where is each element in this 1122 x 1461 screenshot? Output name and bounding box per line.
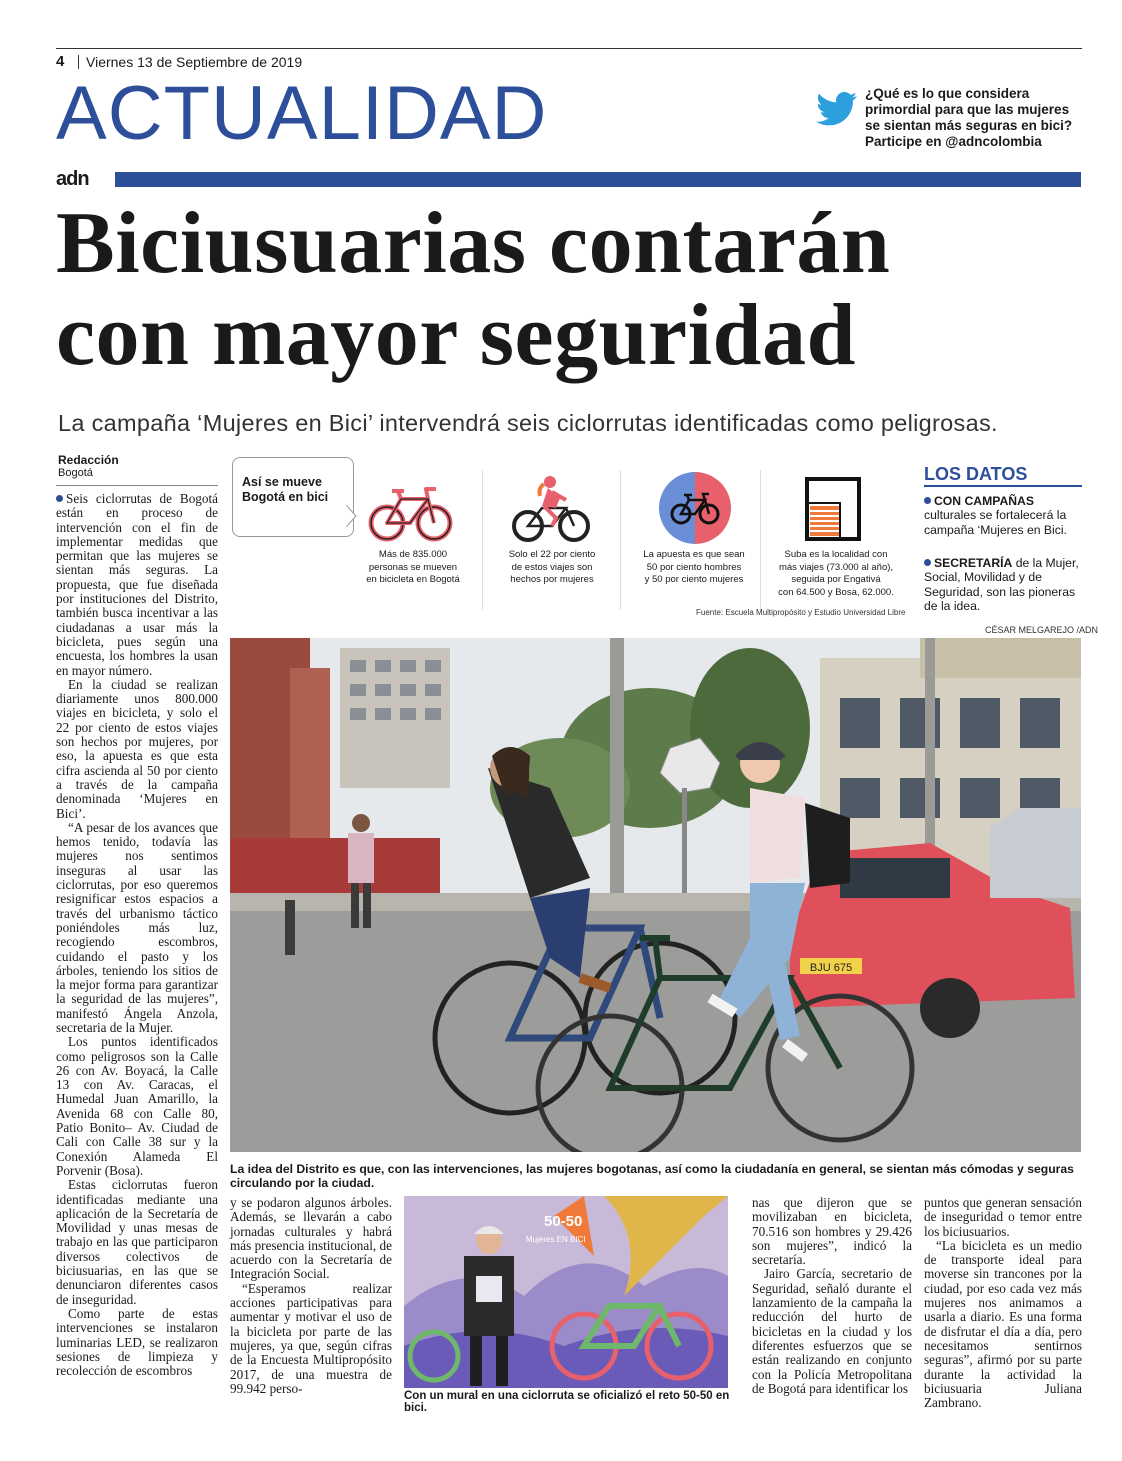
headline-line: con mayor seguridad (56, 287, 856, 384)
tweet-line: ¿Qué es lo que considera (865, 86, 1030, 101)
datos-lead: CON CAMPAÑAS (934, 494, 1034, 508)
datos-text: culturales se fortalecerá la campaña ‘Mujeres en Bici. (924, 508, 1067, 537)
paragraph: En la ciudad se realizan diariamente unos 800.000 viajes en bicicleta, y solo el 22 por ciento de estos viajes son hechos por mujeres, por eso, la apuesta es que esta cifra ascienda al 50 por ciento a través de la campaña denominada ‘Mujeres en Bici’. (56, 676, 218, 821)
infographic-caption (766, 549, 906, 599)
infographic-source: Fuente: Escuela Multipropósito y Estudio Universidad Libre (696, 608, 906, 617)
infographic-caption (358, 549, 468, 587)
mural-text: 50-50 (544, 1213, 583, 1230)
main-photo (230, 638, 1081, 1152)
photo-credit: CÉSAR MELGAREJO /ADN (985, 625, 1099, 635)
deck: La campaña ‘Mujeres en Bici’ intervendrá seis ciclorrutas identificadas como peligrosas. (58, 410, 998, 436)
caption-line: Suba es la localidad con (784, 549, 888, 560)
cyclist-woman-icon (512, 474, 590, 544)
datos-lead: SECRETARÍA (934, 556, 1013, 570)
bullet-icon (924, 497, 931, 504)
headline (56, 195, 1086, 384)
paragraph: Jairo García, secretario de Seguridad, señaló durante el lanzamiento de la campaña la reducción del hurto de bicicletas en la ciudad y los diferentes esfuerzos que se están realizando en conjunto con la Policía Metropolitana de Bogotá para identificar los (752, 1266, 912, 1396)
article-column-3 (752, 1196, 912, 1396)
photo-caption: La idea del Distrito es que, con las intervenciones, las mujeres bogotanas, así como la ciudadanía en general, se sientan más cómodas y seguras circulando por la ciudad. (230, 1162, 1074, 1190)
tweet-prompt (865, 86, 1080, 150)
divider (482, 470, 483, 610)
paragraph: y se podaron algunos árboles. Además, se llevarán a cabo jornadas culturales y habrá más presencia institucional, de acuerdo con la Secretaría de Integración Social. (230, 1195, 392, 1282)
caption-line: seguida por Engativá (791, 574, 881, 585)
mural-illustration (404, 1196, 728, 1388)
headline-line: Biciusuarias contarán (56, 195, 891, 292)
license-plate: BJU 675 (809, 962, 853, 974)
article-column-2 (230, 1196, 392, 1396)
page-date: Viernes 13 de Septiembre de 2019 (86, 54, 303, 70)
section-title: ACTUALIDAD (56, 71, 548, 156)
paragraph: Como parte de estas intervenciones se instalaron luminarias LED, se realizaron sesiones de limpieza y recolección de escombros (56, 1305, 218, 1379)
datos-item (924, 556, 1082, 613)
byline-rule (56, 485, 218, 486)
bullet-icon (924, 559, 931, 566)
tweet-line: se sientan más seguras en bici? (865, 118, 1073, 133)
tweet-line: primordial para que las mujeres (865, 102, 1070, 117)
paragraph-text: Seis ciclorrutas de Bogotá están en proceso de intervención con el fin de implementar medidas que permitan que las mujeres se sientan más seguras. La propuesta, que fue diseñada por instituciones del Distrito, también busca incentivar a las ciudadanas a usar más la bicicleta, pues según una encuesta, los hombres la usan en mayor número. (56, 491, 218, 678)
paragraph: puntos que generan sensación de inseguridad o temor entre los biciusuarios. (924, 1195, 1082, 1239)
caption-line: en bicicleta en Bogotá (366, 574, 460, 585)
infographic-title-line: Bogotá en bici (242, 490, 329, 504)
half-circle-bike-icon (657, 470, 733, 546)
caption-line: y 50 por ciento mujeres (644, 574, 744, 585)
paragraph: Estas ciclorrutas fueron identificadas mediante una aplicación de la Secretaría de Movilidad y unas mesas de trabajo en las que participaron diversos colectivos de biciusuarias, en las que se denunciaron diferentes casos de inseguridad. (56, 1177, 218, 1307)
card-pointer-icon (346, 505, 360, 527)
caption-line: con 64.500 y Bosa, 62.000. (778, 586, 894, 598)
paragraph (56, 492, 218, 678)
divider (760, 470, 761, 610)
datos-item (924, 494, 1082, 537)
infographic-caption (492, 549, 612, 587)
caption-line: Solo el 22 por ciento (508, 549, 596, 560)
caption-line: de estos viajes son (511, 561, 593, 573)
article-column-4 (924, 1196, 1082, 1410)
mural-caption: Con un mural en una ciclorruta se oficializó el reto 50-50 en bici. (404, 1390, 730, 1414)
bicycle-icon (368, 485, 454, 543)
adn-logo: adn (56, 168, 89, 190)
map-locality-icon (804, 476, 862, 542)
date-separator (78, 55, 79, 69)
paragraph: “Esperamos realizar acciones participativas para aumentar y motivar el uso de la bicicleta por parte de las mujeres, ya que, según cifras de la Encuesta Multipropósito 2017, de una muestra de 99.942 perso- (230, 1280, 392, 1396)
datos-text: de la Mujer, Social, Movilidad y de Seguridad, son las pioneras de la idea. (924, 556, 1079, 613)
infographic-title (242, 475, 342, 505)
caption-line: 50 por ciento hombres (646, 561, 742, 573)
mural-photo (404, 1196, 728, 1388)
caption-line: La apuesta es que sean (643, 549, 745, 560)
section-bar (115, 172, 1081, 187)
infographic-title-line: Así se mueve (242, 475, 322, 489)
divider (620, 470, 621, 610)
top-rule (56, 48, 1082, 49)
paragraph: Los puntos identificados como peligrosos son la Calle 26 con Av. Boyacá, la Calle 13 con Av. Caracas, el Humedal Juan Amarillo, la Avenida 68 con Calle 80, Patio Bonito– Av. Ciudad de Cali con Calle 38 sur y la Conexión Alameda El Porvenir (Bosa). (56, 1034, 218, 1178)
caption-line: hechos por mujeres (510, 574, 594, 585)
paragraph: “A pesar de los avances que hemos tenido, todavía las mujeres nos sentimos inseguras al usar las ciclorrutas, por eso queremos resignificar estos espacios a través del urbanismo táctico poniéndoles más luz, recogiendo escombros, cuidando el pasto y los árboles, teniendo los sitios de la mejor forma para garantizar la seguridad de las mujeres”, manifestó Ángela Anzola, secretaria de la Mujer. (56, 819, 218, 1035)
article-column-1 (56, 492, 218, 1378)
page-number: 4 (56, 53, 65, 70)
caption-line: personas se mueven (368, 561, 458, 573)
byline-city: Bogotá (58, 467, 93, 479)
paragraph: nas que dijeron que se movilizaban en bicicleta, 70.516 son hombres y 29.426 son mujeres”, indicó la secretaría. (752, 1195, 912, 1268)
twitter-bird-icon (816, 92, 858, 126)
datos-rule (924, 485, 1082, 487)
tweet-handle: Participe en @adncolombia (865, 134, 1042, 149)
paragraph: “La bicicleta es un medio de transporte ideal para moverse sin trancones por la ciudad, por eso cada vez más mujeres nos animamos a usarla a diario. Es una forma de disfrutar el día a día, pero necesitamos sentirnos seguras”, afirmó por su parte durante la actividad la biciusuaria Juliana Zambrano. (924, 1237, 1082, 1411)
cyclists-street-illustration (230, 638, 1081, 1152)
bullet-icon (56, 495, 63, 502)
datos-title: LOS DATOS (924, 464, 1028, 484)
caption-line: Más de 835.000 (378, 549, 448, 560)
caption-line: más viajes (73.000 al año), (778, 561, 894, 573)
mural-subtext: Mujeres EN BICI (526, 1235, 586, 1244)
byline: Redacción (58, 453, 119, 467)
infographic-caption (630, 549, 758, 587)
